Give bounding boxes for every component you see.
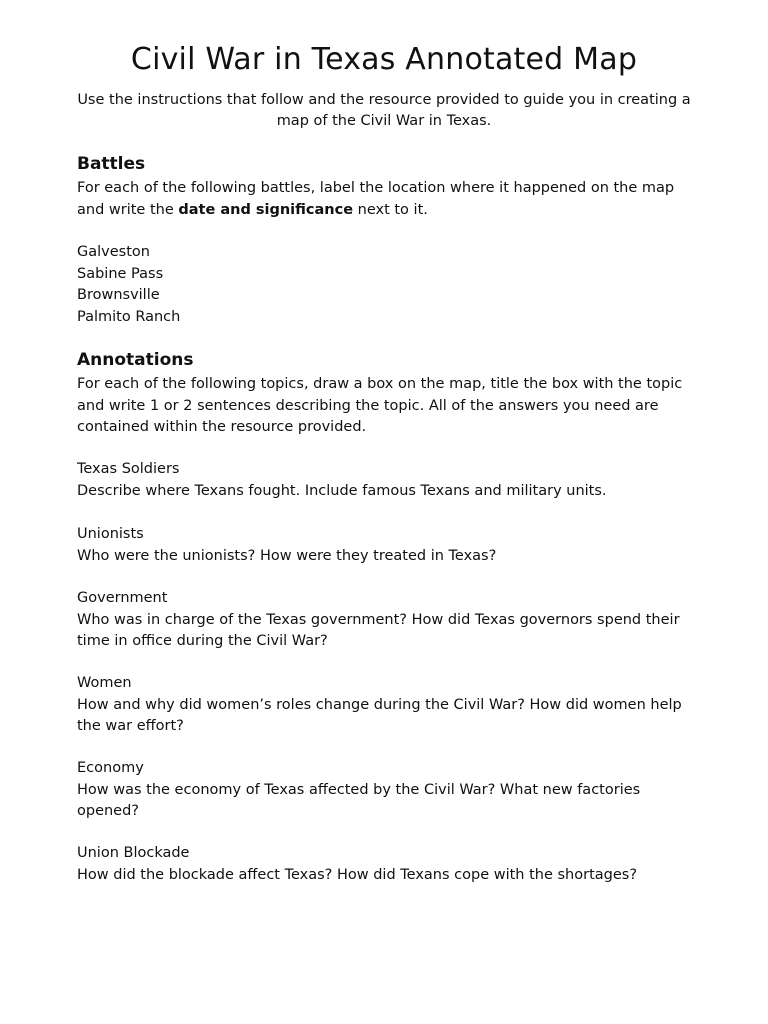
topic-question: Describe where Texans fought. Include famous Texans and military units. — [77, 482, 607, 499]
topic-union-blockade — [77, 843, 695, 886]
topic-title: Unionists — [77, 526, 144, 542]
topic-economy — [77, 758, 695, 823]
battles-list — [77, 242, 695, 328]
topic-title: Women — [77, 675, 132, 691]
battles-heading: Battles — [77, 154, 146, 174]
battle-item-palmito-ranch: Palmito Ranch — [77, 308, 181, 325]
topic-unionists — [77, 524, 695, 567]
topic-women — [77, 673, 695, 738]
battle-item-brownsville: Brownsville — [77, 287, 160, 303]
topic-question: Who were the unionists? How were they treated in Texas? — [77, 547, 497, 564]
intro-text: Use the instructions that follow and the resource provided to guide you in creating a map of the Civil War in Texas. — [77, 92, 691, 129]
battles-instruction-end: next to it. — [353, 201, 428, 218]
topic-texas-soldiers — [77, 459, 695, 502]
battles-instruction-start: For each of the following battles, label the location where it happened on the map and write the — [77, 180, 675, 218]
topic-question: How and why did women’s roles change during the Civil War? How did women help the war effort? — [77, 696, 682, 734]
topic-title: Union Blockade — [77, 845, 190, 861]
battles-instruction — [77, 178, 695, 221]
page-title: Civil War in Texas Annotated Map — [130, 42, 638, 77]
topic-question: How did the blockade affect Texas? How did Texans cope with the shortages? — [77, 866, 638, 883]
battle-item-sabine-pass: Sabine Pass — [77, 265, 164, 282]
battle-item-galveston: Galveston — [77, 244, 150, 260]
topic-question: Who was in charge of the Texas government? How did Texas governors spend their time in office during the Civil War? — [77, 611, 680, 649]
topic-government — [77, 588, 695, 653]
topic-question: How was the economy of Texas affected by the Civil War? What new factories opened? — [77, 781, 641, 819]
battles-instruction-bold: date and significance — [178, 201, 354, 218]
topic-title: Government — [77, 590, 168, 606]
topic-title: Economy — [77, 760, 144, 776]
topic-title: Texas Soldiers — [77, 461, 180, 477]
annotations-heading: Annotations — [77, 350, 194, 370]
annotations-instruction: For each of the following topics, draw a box on the map, title the box with the topic and write 1 or 2 sentences describing the topic. All of the answers you need are contained within the resource provided. — [77, 376, 683, 435]
